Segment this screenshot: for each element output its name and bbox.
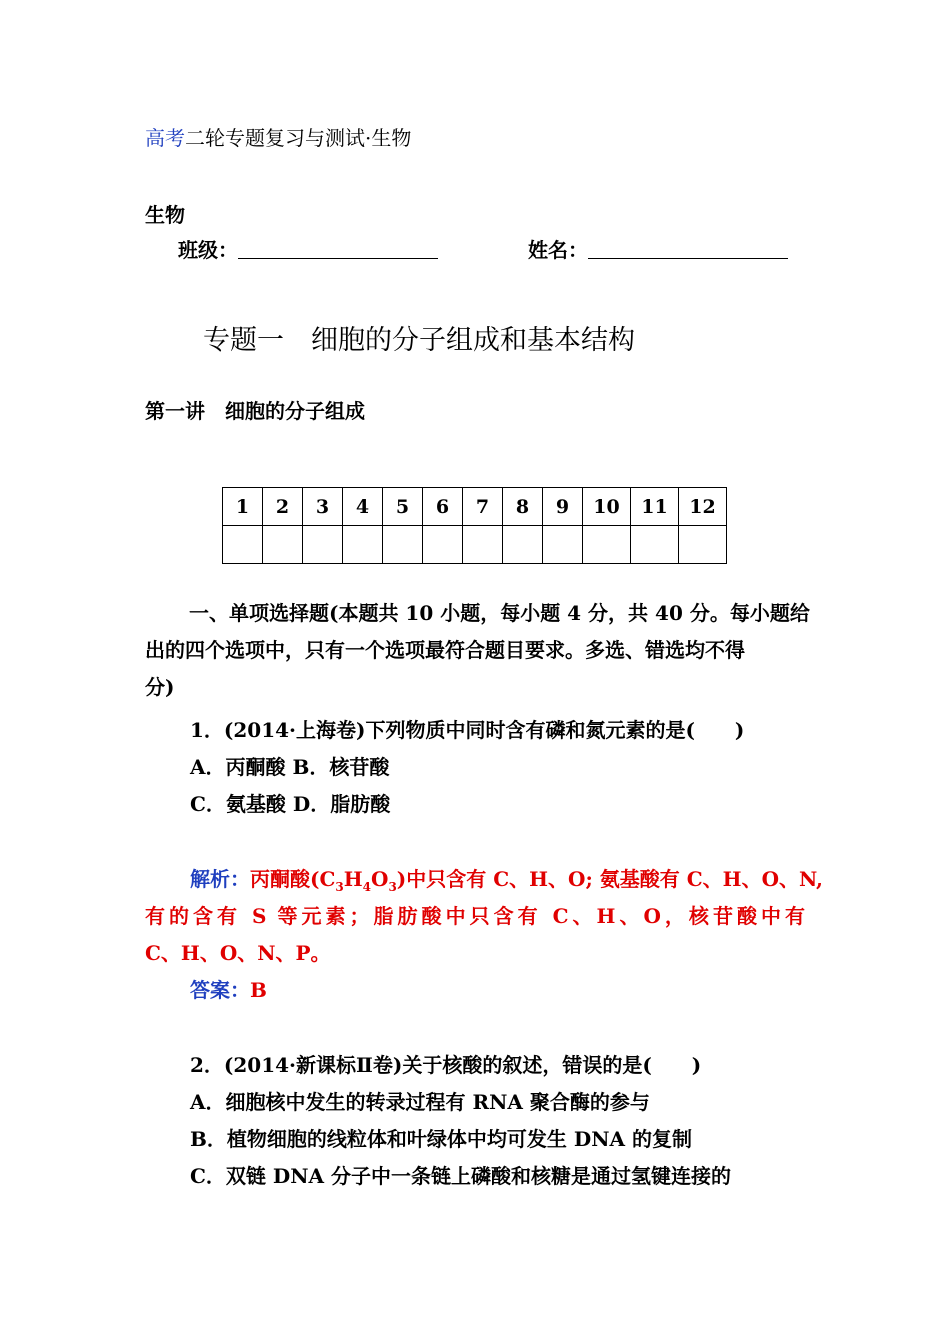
subscript: 3 <box>388 880 397 894</box>
analysis-text: )中只含有 C、H、O; 氨基酸有 C、H、O、N, <box>396 867 823 891</box>
section-instructions-line: 一、单项选择题(本题共 10 小题，每小题 4 分，共 40 分。每小题给 <box>189 601 810 625</box>
answer-cell[interactable] <box>463 526 503 564</box>
answer-number: 4 <box>343 488 383 526</box>
answer-number: 7 <box>463 488 503 526</box>
answer-cell[interactable] <box>303 526 343 564</box>
answer-number: 1 <box>223 488 263 526</box>
answer-table-header-row <box>223 488 727 526</box>
question-1-analysis-line: 有的含有 S 等元素；脂肪酸中只含有 C、H、O，核苷酸中有 <box>145 904 805 928</box>
class-blank-line[interactable] <box>238 240 438 259</box>
answer-number: 3 <box>303 488 343 526</box>
question-2-stem: 2．(2014·新课标Ⅱ卷)关于核酸的叙述，错误的是( ) <box>190 1053 702 1077</box>
question-1-options-ab: A．丙酮酸 B．核苷酸 <box>190 755 390 779</box>
answer-number: 12 <box>679 488 727 526</box>
question-1-options-cd: C．氨基酸 D．脂肪酸 <box>190 792 391 816</box>
answer-number: 8 <box>503 488 543 526</box>
subject-label: 生物 <box>145 203 185 227</box>
analysis-text: 丙酮酸(C <box>250 867 336 891</box>
answer-cell[interactable] <box>631 526 679 564</box>
answer-label: 答案： <box>190 978 250 1002</box>
answer-cell[interactable] <box>583 526 631 564</box>
analysis-label: 解析： <box>190 867 250 891</box>
section-instructions-line: 分) <box>145 675 175 699</box>
document-header <box>145 122 411 151</box>
name-blank-line[interactable] <box>588 240 788 259</box>
answer-cell[interactable] <box>679 526 727 564</box>
section-instructions-line: 出的四个选项中，只有一个选项最符合题目要求。多选、错选均不得 <box>145 638 745 662</box>
answer-cell[interactable] <box>223 526 263 564</box>
student-info-fields <box>178 234 788 263</box>
name-label: 姓名： <box>528 238 588 262</box>
subscript: 4 <box>362 880 372 894</box>
question-2-option-c: C．双链 DNA 分子中一条链上磷酸和核糖是通过氢键连接的 <box>190 1164 731 1188</box>
question-1-analysis-line <box>190 863 823 894</box>
question-2-option-a: A．细胞核中发生的转录过程有 RNA 聚合酶的参与 <box>190 1090 650 1114</box>
answer-cell[interactable] <box>263 526 303 564</box>
answer-number: 11 <box>631 488 679 526</box>
answer-value: B <box>250 978 267 1002</box>
question-1-analysis-line: C、H、O、N、P。 <box>145 941 331 965</box>
analysis-text: O <box>371 867 389 891</box>
answer-number: 6 <box>423 488 463 526</box>
subscript: 3 <box>335 880 344 894</box>
question-2-option-b: B．植物细胞的线粒体和叶绿体中均可发生 DNA 的复制 <box>190 1127 692 1151</box>
answer-table <box>222 487 727 564</box>
answer-number: 5 <box>383 488 423 526</box>
header-text: 二轮专题复习与测试·生物 <box>185 126 412 150</box>
answer-number: 2 <box>263 488 303 526</box>
section-instructions <box>145 595 810 706</box>
lecture-title: 第一讲 细胞的分子组成 <box>145 399 365 423</box>
answer-number: 10 <box>583 488 631 526</box>
question-1-stem: 1．(2014·上海卷)下列物质中同时含有磷和氮元素的是( ) <box>190 718 745 742</box>
analysis-text: H <box>343 867 363 891</box>
answer-cell[interactable] <box>423 526 463 564</box>
answer-cell[interactable] <box>543 526 583 564</box>
class-label: 班级： <box>178 238 238 262</box>
header-highlight: 高考 <box>145 126 185 150</box>
answer-number: 9 <box>543 488 583 526</box>
answer-table-answer-row <box>223 526 727 564</box>
answer-cell[interactable] <box>383 526 423 564</box>
answer-cell[interactable] <box>343 526 383 564</box>
question-1-answer <box>190 974 267 1003</box>
topic-title: 专题一 细胞的分子组成和基本结构 <box>203 325 635 356</box>
answer-cell[interactable] <box>503 526 543 564</box>
